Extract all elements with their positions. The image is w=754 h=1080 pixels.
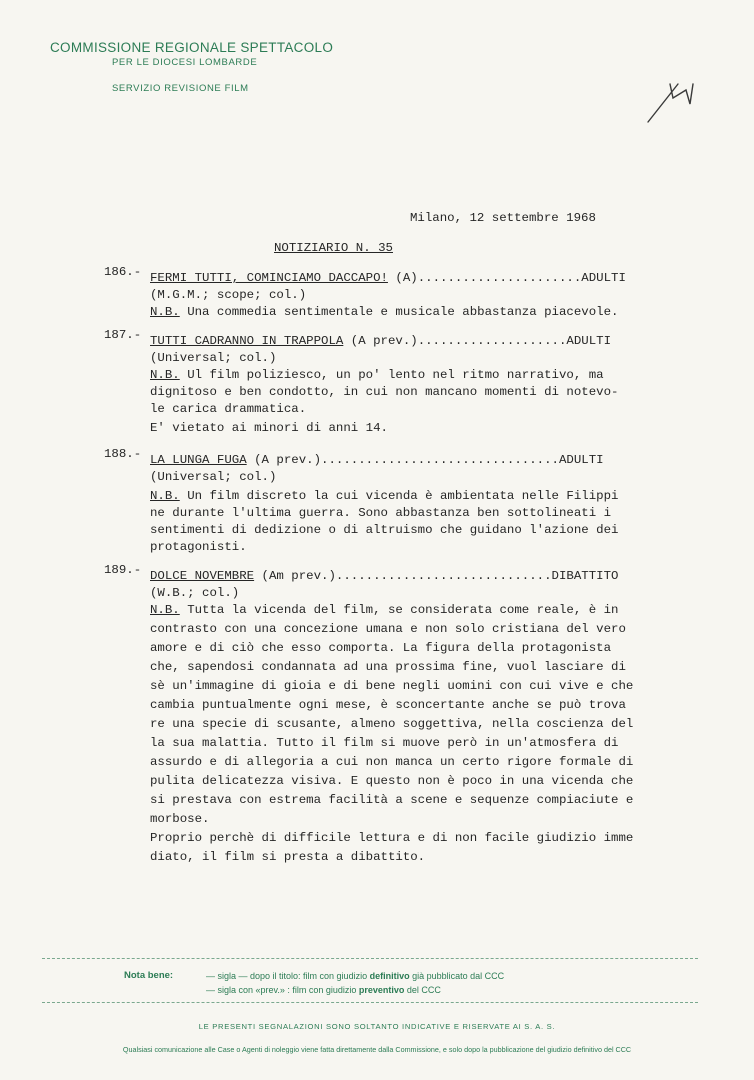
note-text: assurdo e di allegoria a cui non manca un certo rigore formale di <box>150 755 634 769</box>
rating-note: (A prev.) <box>350 334 418 348</box>
film-info: (Universal; col.) <box>150 470 277 484</box>
letterhead-title: COMMISSIONE REGIONALE SPETTACOLO <box>50 40 334 55</box>
entry-header <box>150 454 604 466</box>
note-line <box>150 306 618 318</box>
film-title: TUTTI CADRANNO IN TRAPPOLA <box>150 334 344 348</box>
entry-header <box>150 570 618 582</box>
note-line <box>150 604 618 616</box>
note-text: si prestava con estrema facilità a scene e sequenze compiaciute e <box>150 793 634 807</box>
entry-number: 188.- <box>104 447 142 461</box>
note-text: sè un'immagine di gioia e di bene negli uomini con cui vive e che <box>150 679 634 693</box>
nb-label: N.B. <box>150 305 180 319</box>
note-text: ne durante l'ultima guerra. Sono abbastanza ben sottolineati i <box>150 506 612 520</box>
disclaimer: LE PRESENTI SEGNALAZIONI SONO SOLTANTO INDICATIVE E RISERVATE AI S. A. S. <box>198 1022 556 1031</box>
note-text: E' vietato ai minori di anni 14. <box>150 421 388 435</box>
footnote-text: — sigla con «prev.» : film con giudizio <box>206 985 359 995</box>
film-title: LA LUNGA FUGA <box>150 453 247 467</box>
note-text: Una commedia sentimentale e musicale abbastanza piacevole. <box>187 305 619 319</box>
bulletin-title: NOTIZIARIO N. 35 <box>274 241 393 255</box>
document-date: Milano, 12 settembre 1968 <box>410 211 596 225</box>
note-text: le carica drammatica. <box>150 402 307 416</box>
nb-label: N.B. <box>150 603 180 617</box>
dot-leader: ............................. <box>335 569 552 583</box>
note-text: Un film discreto la cui vicenda è ambientata nelle Filippi <box>187 489 619 503</box>
entry-number: 187.- <box>104 328 142 342</box>
rating-note: (Am prev.) <box>261 569 336 583</box>
note-line <box>150 369 604 381</box>
note-text: la sua malattia. Tutto il film si muove però in un'atmosfera di <box>150 736 619 750</box>
note-line <box>150 490 618 502</box>
fine-print: Qualsiasi comunicazione alle Case o Agenti di noleggio viene fatta direttamente dalla Commissione, e solo dopo la pubblicazione del giudizio definitivo del CCC <box>122 1045 632 1054</box>
note-text: Tutta la vicenda del film, se considerata come reale, è in <box>187 603 619 617</box>
note-text: protagonisti. <box>150 540 247 554</box>
footnote-text: — sigla — dopo il titolo: film con giudizio <box>206 971 370 981</box>
nb-label: N.B. <box>150 368 180 382</box>
footer-divider <box>42 958 698 959</box>
film-info: (W.B.; col.) <box>150 586 240 600</box>
note-text: amore e di ciò che esso comporta. La figura della protagonista <box>150 641 612 655</box>
film-info: (Universal; col.) <box>150 351 277 365</box>
verdict: ADULTI <box>558 453 604 467</box>
footer-divider <box>42 1002 698 1003</box>
footnote-emphasis: definitivo <box>369 971 410 981</box>
note-text: pulita delicatezza visiva. E questo non è poco in una vicenda che <box>150 774 634 788</box>
footnote-emphasis: preventivo <box>358 985 405 995</box>
film-title: FERMI TUTTI, COMINCIAMO DACCAPO! <box>150 271 388 285</box>
footnote-line <box>206 985 441 995</box>
verdict: ADULTI <box>581 271 626 285</box>
footnote-text: del CCC <box>404 985 441 995</box>
verdict: DIBATTITO <box>551 569 619 583</box>
entry-number: 189.- <box>104 563 142 577</box>
footnote-line <box>206 971 504 981</box>
dot-leader: ...................... <box>417 271 582 285</box>
film-title: DOLCE NOVEMBRE <box>150 569 255 583</box>
rating-note: (A) <box>395 271 418 285</box>
entry-header <box>150 272 626 284</box>
handwritten-mark-icon <box>640 70 700 126</box>
nb-label: N.B. <box>150 489 180 503</box>
rating-note: (A prev.) <box>254 453 322 467</box>
note-text: dignitoso e ben condotto, in cui non mancano momenti di notevo- <box>150 385 619 399</box>
film-info: (M.G.M.; scope; col.) <box>150 288 307 302</box>
verdict: ADULTI <box>566 334 612 348</box>
note-text: contrasto con una concezione umana e non solo cristiana del vero <box>150 622 626 636</box>
note-text: Ul film poliziesco, un po' lento nel ritmo narrativo, ma <box>187 368 604 382</box>
letterhead-subtitle: PER LE DIOCESI LOMBARDE <box>112 57 258 68</box>
letterhead-service: SERVIZIO REVISIONE FILM <box>112 83 249 94</box>
note-text: re una specie di scusante, almeno soggettiva, nella coscienza del <box>150 717 634 731</box>
dot-leader: .................... <box>417 334 567 348</box>
entry-header <box>150 335 611 347</box>
dot-leader: ................................ <box>321 453 559 467</box>
note-text: sentimenti di dedizione o di altruismo che guidano l'azione dei <box>150 523 619 537</box>
note-text: che, sapendosi condannata ad una prossima fine, vuol lasciare di <box>150 660 626 674</box>
footnote-label: Nota bene: <box>124 970 174 981</box>
note-text: Proprio perchè di difficile lettura e di non facile giudizio imme <box>150 831 634 845</box>
entry-number: 186.- <box>104 265 142 279</box>
footnote-text: già pubblicato dal CCC <box>409 971 505 981</box>
note-text: diato, il film si presta a dibattito. <box>150 850 426 864</box>
note-text: morbose. <box>150 812 210 826</box>
note-text: cambia puntualmente ogni mese, è sconcertante anche se può trova <box>150 698 626 712</box>
